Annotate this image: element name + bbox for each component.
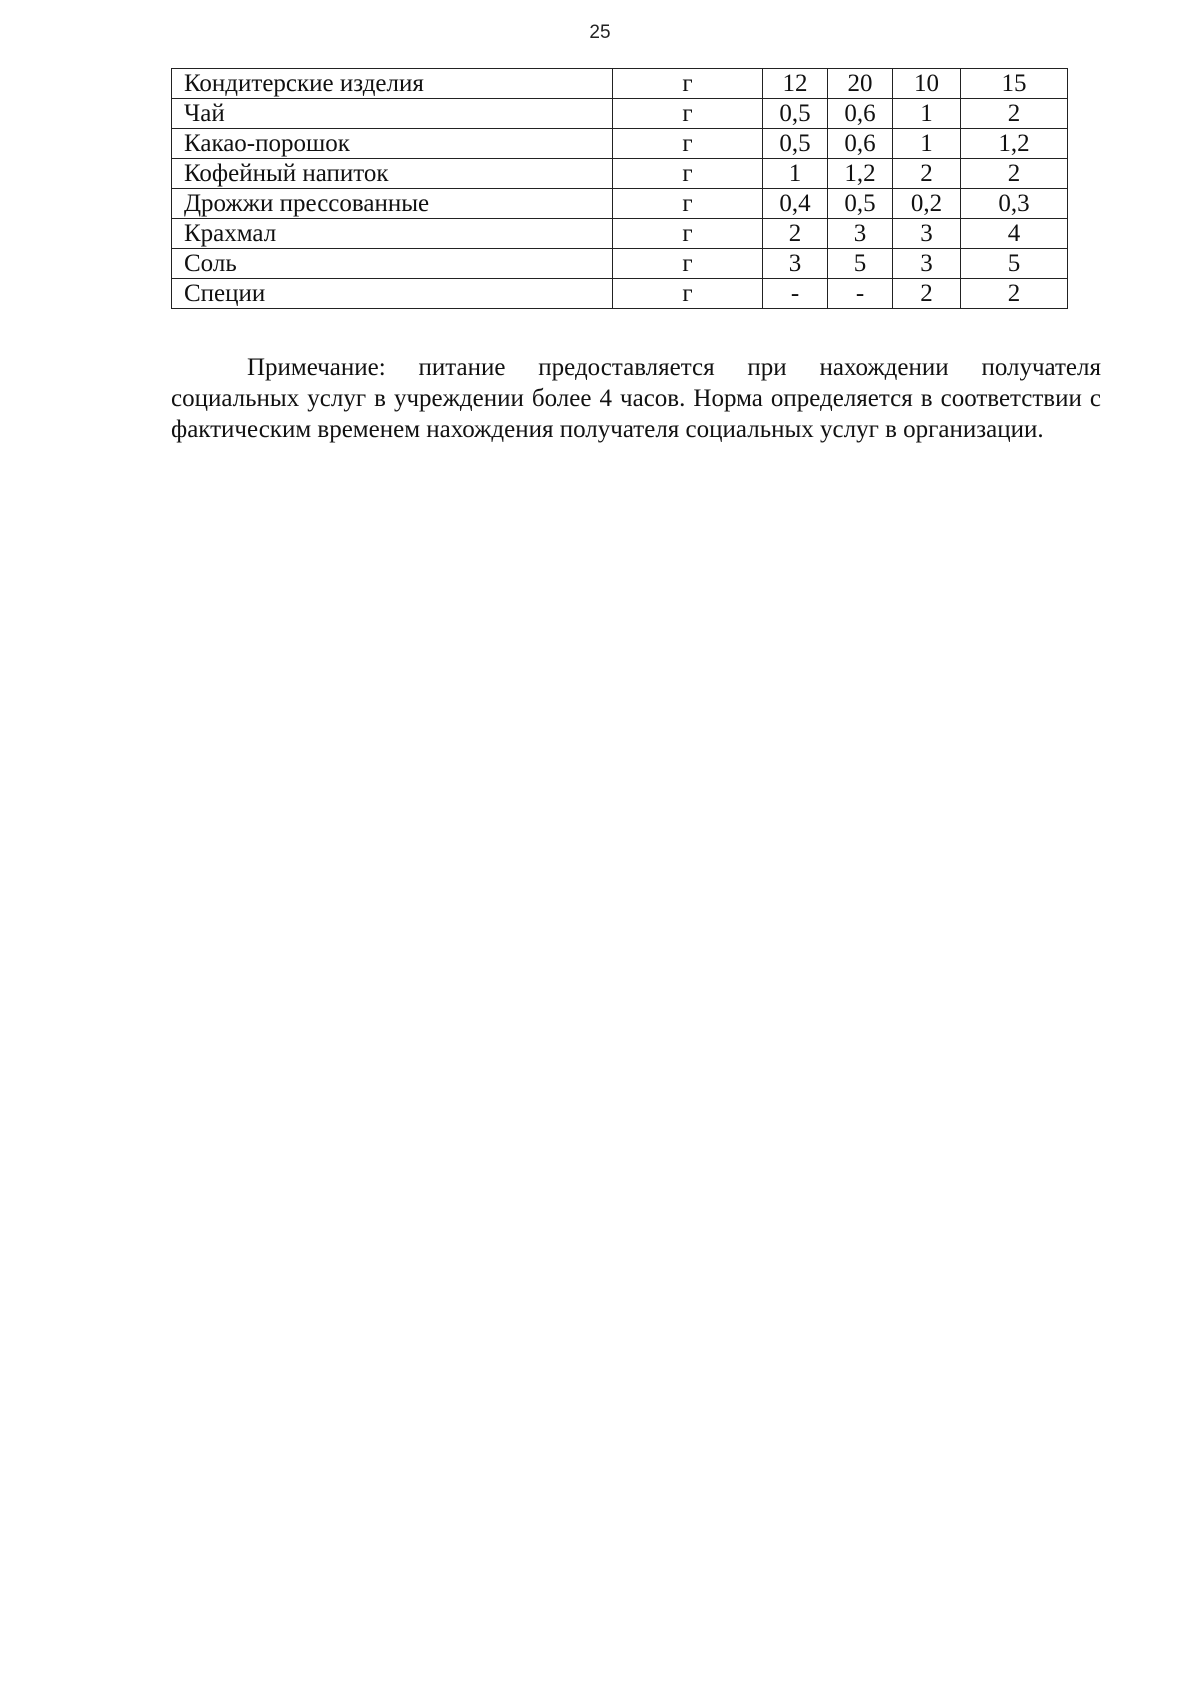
value-cell: 0,6: [828, 99, 893, 129]
value-cell: 2: [961, 279, 1068, 309]
value-cell: 1: [763, 159, 828, 189]
table-row: [172, 279, 1068, 309]
product-name-cell: Чай: [172, 99, 613, 129]
product-name-cell: Соль: [172, 249, 613, 279]
value-cell: 10: [893, 69, 961, 99]
value-cell: 1: [893, 129, 961, 159]
value-cell: -: [763, 279, 828, 309]
unit-cell: г: [613, 69, 763, 99]
value-cell: 3: [893, 219, 961, 249]
value-cell: 0,3: [961, 189, 1068, 219]
note-paragraph: Примечание: питание предоставляется при нахождении получателя социальных услуг в учреждении более 4 часов. Норма определяется в соответствии с фактическим временем нахождения получателя социальных услуг в организации.: [171, 354, 1101, 443]
table-row: [172, 159, 1068, 189]
value-cell: 2: [893, 159, 961, 189]
value-cell: 0,5: [763, 129, 828, 159]
value-cell: 0,4: [763, 189, 828, 219]
food-norms-table: [171, 68, 1068, 309]
value-cell: 3: [828, 219, 893, 249]
value-cell: 0,5: [828, 189, 893, 219]
page-number: 25: [589, 22, 611, 43]
product-name-cell: Какао-порошок: [172, 129, 613, 159]
table-row: [172, 99, 1068, 129]
unit-cell: г: [613, 129, 763, 159]
value-cell: 20: [828, 69, 893, 99]
value-cell: 2: [961, 99, 1068, 129]
value-cell: 1,2: [828, 159, 893, 189]
value-cell: 0,6: [828, 129, 893, 159]
value-cell: 2: [763, 219, 828, 249]
table-row: [172, 69, 1068, 99]
value-cell: 4: [961, 219, 1068, 249]
unit-cell: г: [613, 99, 763, 129]
value-cell: 2: [961, 159, 1068, 189]
value-cell: 1: [893, 99, 961, 129]
unit-cell: г: [613, 189, 763, 219]
value-cell: 0,5: [763, 99, 828, 129]
unit-cell: г: [613, 279, 763, 309]
product-name-cell: Кофейный напиток: [172, 159, 613, 189]
unit-cell: г: [613, 249, 763, 279]
value-cell: 3: [893, 249, 961, 279]
product-name-cell: Специи: [172, 279, 613, 309]
unit-cell: г: [613, 219, 763, 249]
value-cell: 2: [893, 279, 961, 309]
value-cell: 3: [763, 249, 828, 279]
table-row: [172, 129, 1068, 159]
table-row: [172, 219, 1068, 249]
value-cell: 1,2: [961, 129, 1068, 159]
product-name-cell: Крахмал: [172, 219, 613, 249]
value-cell: 0,2: [893, 189, 961, 219]
product-name-cell: Кондитерские изделия: [172, 69, 613, 99]
product-name-cell: Дрожжи прессованные: [172, 189, 613, 219]
value-cell: 12: [763, 69, 828, 99]
value-cell: 5: [961, 249, 1068, 279]
value-cell: -: [828, 279, 893, 309]
value-cell: 15: [961, 69, 1068, 99]
unit-cell: г: [613, 159, 763, 189]
value-cell: 5: [828, 249, 893, 279]
table-row: [172, 189, 1068, 219]
table-row: [172, 249, 1068, 279]
